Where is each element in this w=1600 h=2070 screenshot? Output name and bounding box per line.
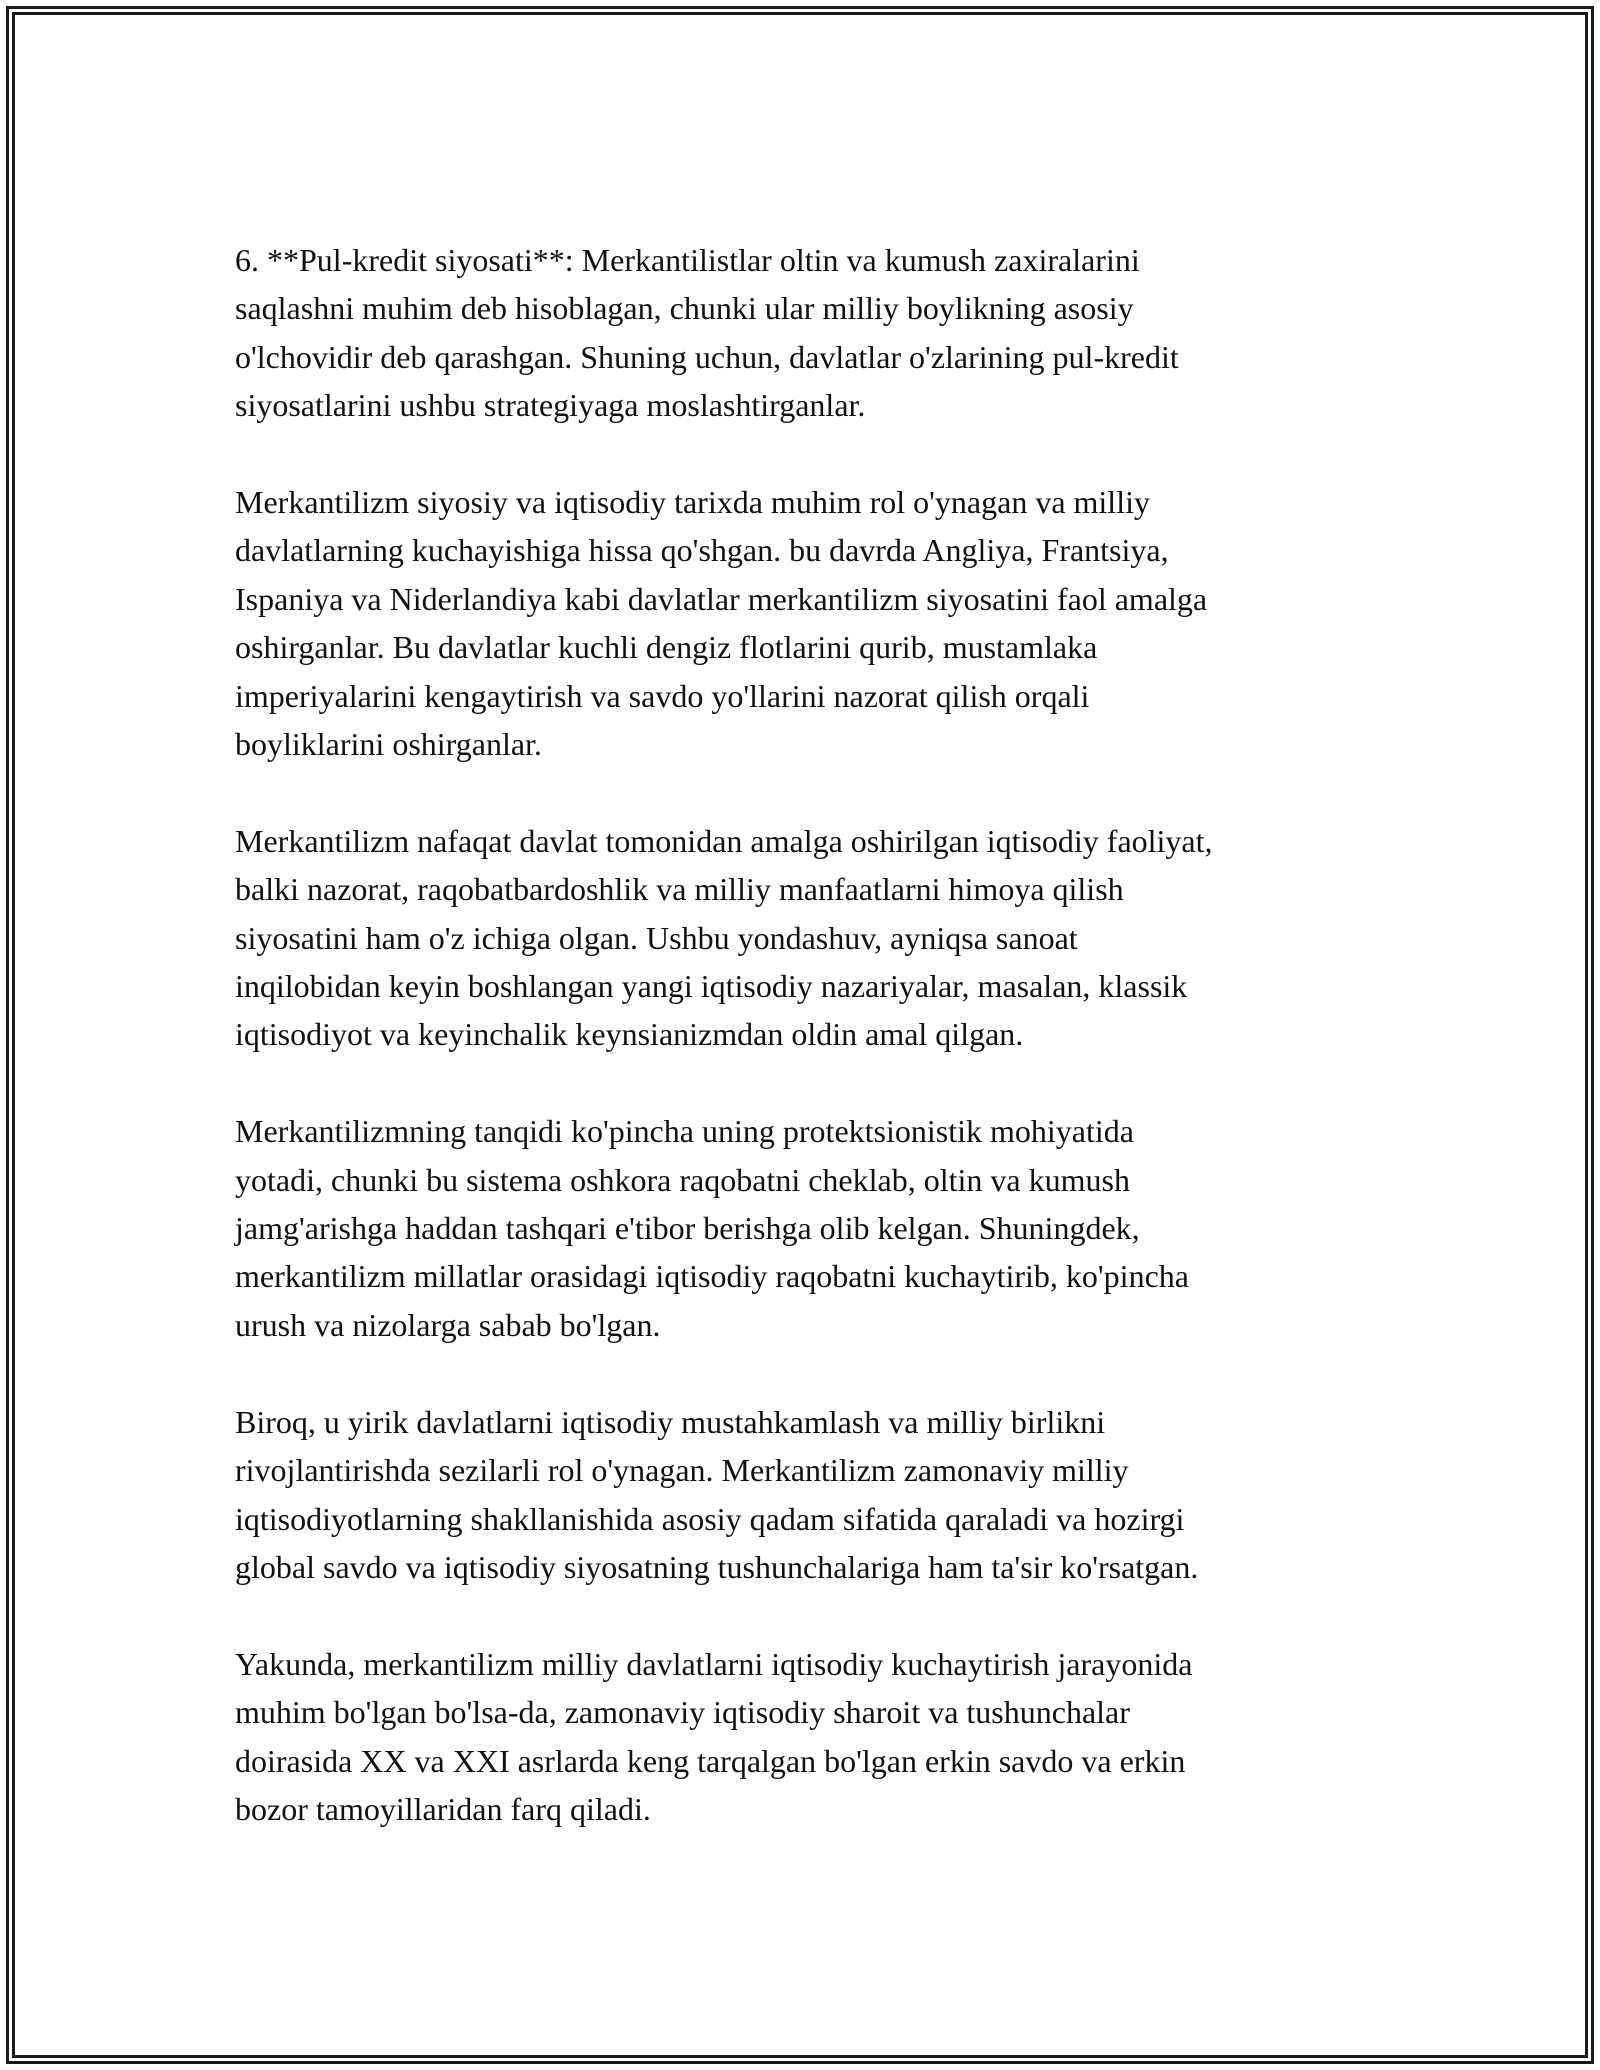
text-line: Yakunda, merkantilizm milliy davlatlarni iqtisodiy kuchaytirish jarayonida [235,1645,1193,1682]
text-line: Merkantilizmning tanqidi ko'pincha uning protektsionistik mohiyatida [235,1113,1134,1150]
paragraph-conclusion [235,1640,1365,1834]
text-line: iqtisodiyotlarning shakllanishida asosiy qadam sifatida qaraladi va hozirgi [235,1500,1185,1537]
text-line: Biroq, u yirik davlatlarni iqtisodiy mustahkamlash va milliy birlikni [235,1403,1106,1440]
text-line: bozor tamoyillaridan farq qiladi. [235,1790,651,1827]
text-line: global savdo va iqtisodiy siyosatning tushunchalariga ham ta'sir ko'rsatgan. [235,1548,1199,1585]
text-line: 6. **Pul-kredit siyosati**: Merkantilistlar oltin va kumush zaxiralarini [235,242,1140,278]
text-line: rivojlantirishda sezilarli rol o'ynagan. Merkantilizm zamonaviy milliy [235,1452,1129,1489]
text-line: siyosatlarini ushbu strategiyaga moslashtirganlar. [235,387,866,424]
text-line: yotadi, chunki bu sistema oshkora raqobatni cheklab, oltin va kumush [235,1161,1130,1198]
text-line: balki nazorat, raqobatbardoshlik va milliy manfaatlarni himoya qilish [235,871,1124,908]
paragraph-history-role [235,478,1365,768]
text-line: jamg'arishga haddan tashqari e'tibor berishga olib kelgan. Shuningdek, [235,1210,1140,1247]
text-line: boyliklarini oshirganlar. [235,726,542,763]
paragraph-national-unity [235,1398,1365,1592]
paragraph-criticism [235,1107,1365,1349]
text-line: urush va nizolarga sabab bo'lgan. [235,1306,661,1343]
document-body [235,236,1365,1882]
text-line: merkantilizm millatlar orasidagi iqtisodiy raqobatni kuchaytirib, ko'pincha [235,1258,1189,1295]
text-line: oshirganlar. Bu davlatlar kuchli dengiz flotlarini qurib, mustamlaka [235,629,1098,666]
text-line: davlatlarning kuchayishiga hissa qo'shgan. bu davrda Angliya, Frantsiya, [235,532,1169,569]
text-line: siyosatini ham o'z ichiga olgan. Ushbu yondashuv, ayniqsa sanoat [235,919,1078,956]
text-line: doirasida XX va XXI asrlarda keng tarqalgan bo'lgan erkin savdo va erkin [235,1742,1186,1779]
text-line: imperiyalarini kengaytirish va savdo yo'llarini nazorat qilish orqali [235,677,1090,714]
text-line: saqlashni muhim deb hisoblagan, chunki ular milliy boylikning asosiy [235,290,1134,327]
text-line: muhim bo'lgan bo'lsa-da, zamonaviy iqtisodiy sharoit va tushunchalar [235,1694,1130,1731]
text-line: inqilobidan keyin boshlangan yangi iqtisodiy nazariyalar, masalan, klassik [235,968,1188,1005]
text-line: o'lchovidir deb qarashgan. Shuning uchun, davlatlar o'zlarining pul-kredit [235,338,1179,375]
text-line: iqtisodiyot va keyinchalik keynsianizmdan oldin amal qilgan. [235,1016,1024,1053]
text-line: Merkantilizm siyosiy va iqtisodiy tarixda muhim rol o'ynagan va milliy [235,484,1150,521]
text-line: Merkantilizm nafaqat davlat tomonidan amalga oshirilgan iqtisodiy faoliyat, [235,822,1213,859]
text-line: Ispaniya va Niderlandiya kabi davlatlar merkantilizm siyosatini faol amalga [235,580,1208,617]
paragraph-state-activity [235,817,1365,1059]
paragraph-monetary-policy [235,236,1365,430]
